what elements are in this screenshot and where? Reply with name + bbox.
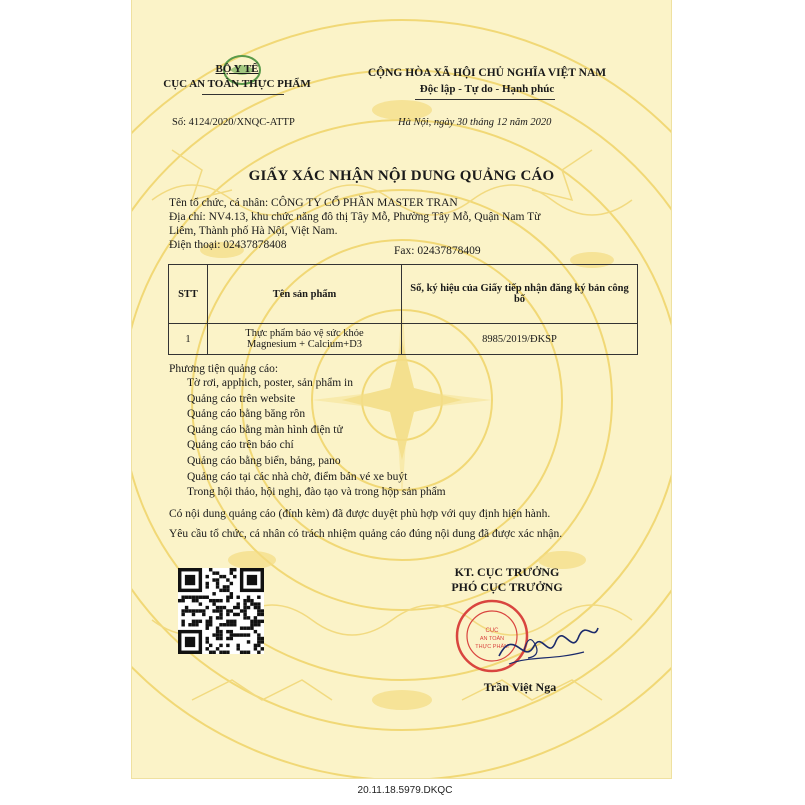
- document-title: GIẤY XÁC NHẬN NỘI DUNG QUẢNG CÁO: [248, 168, 555, 184]
- media-list: [187, 376, 446, 501]
- cell-stt: 1: [169, 324, 208, 355]
- media-title: Phương tiện quảng cáo:: [169, 363, 279, 375]
- qr-code[interactable]: [178, 568, 264, 654]
- table-header-row: [169, 265, 638, 324]
- ministry-underline: [202, 94, 284, 95]
- list-item: Quảng cáo bằng biển, bảng, pano: [187, 454, 341, 467]
- list-item: Quảng cáo trên website: [187, 392, 296, 405]
- approval-note: Có nội dung quảng cáo (đính kèm) đã được duyệt phù hợp với quy định hiện hành.: [169, 508, 551, 520]
- list-item: Trong hội thảo, hội nghị, đào tạo và trong hộp sản phẩm: [187, 486, 446, 499]
- signatory-title-line1: KT. CỤC TRƯỞNG: [454, 565, 560, 579]
- list-item: Quảng cáo trên báo chí: [187, 439, 294, 452]
- svg-text:THỰC PHẨM: THỰC PHẨM: [475, 644, 509, 650]
- ministry-name: BỘ Y TẾ: [215, 63, 259, 75]
- list-item: Quảng cáo bằng băng rôn: [187, 408, 306, 421]
- product-name-line2: Magnesium + Calcium+D3: [246, 339, 363, 350]
- col-header-stt: STT: [169, 265, 208, 324]
- organization-phone: Điện thoại: 02437878408: [169, 239, 287, 251]
- certificate-page: [132, 0, 671, 778]
- motto-underline: [415, 99, 555, 100]
- list-item: Tờ rơi, apphich, poster, sản phẩm in: [187, 377, 353, 389]
- national-motto: Độc lập - Tự do - Hạnh phúc: [419, 83, 555, 95]
- department-name: CỤC AN TOÀN THỰC PHẨM: [163, 78, 311, 90]
- organization-name: Tên tổ chức, cá nhân: CÔNG TY CỔ PHẦN MASTER TRAN: [169, 197, 458, 209]
- document-code: 20.11.18.5979.DKQC: [357, 785, 453, 796]
- product-table: [168, 264, 638, 355]
- cell-product: [208, 324, 402, 355]
- list-item: Quảng cáo tại các nhà chờ, điểm bán vé xe buýt: [187, 470, 408, 483]
- signatory-title: [422, 565, 592, 595]
- col-header-registration: Số, ký hiệu của Giấy tiếp nhận đăng ký bản công bố: [402, 265, 638, 324]
- document-date: Hà Nội, ngày 30 tháng 12 năm 2020: [398, 117, 552, 128]
- ministry-block: [152, 62, 322, 92]
- signatory-title-line2: PHÓ CỤC TRƯỞNG: [451, 580, 563, 594]
- document-number: Số: 4124/2020/XNQC-ATTP: [172, 117, 295, 128]
- organization-address-2: Liêm, Thành phố Hà Nội, Việt Nam.: [169, 225, 338, 237]
- handwritten-signature: [494, 616, 604, 676]
- list-item: Quảng cáo bằng màn hình điện tử: [187, 423, 343, 436]
- svg-text:CỤC: CỤC: [485, 628, 499, 634]
- product-name-line1: Thực phẩm bảo vệ sức khỏe: [245, 328, 364, 339]
- organization-info: [169, 196, 639, 252]
- organization-address-1: Địa chỉ: NV4.13, khu chức năng đô thị Tây Mỗ, Phường Tây Mỗ, Quận Nam Từ: [169, 211, 541, 223]
- table-row: [169, 324, 638, 355]
- responsibility-note: Yêu cầu tổ chức, cá nhân có trách nhiệm quảng cáo đúng nội dung đã được xác nhận.: [169, 528, 563, 540]
- signatory-name: Trần Việt Nga: [483, 680, 557, 694]
- col-header-product: Tên sản phẩm: [208, 265, 402, 324]
- svg-text:AN TOÀN: AN TOÀN: [479, 636, 505, 642]
- cell-registration: 8985/2019/ĐKSP: [402, 324, 638, 355]
- organization-fax: Fax: 02437878409: [394, 245, 481, 257]
- republic-title: CỘNG HÒA XÃ HỘI CHỦ NGHĨA VIỆT NAM: [367, 67, 607, 79]
